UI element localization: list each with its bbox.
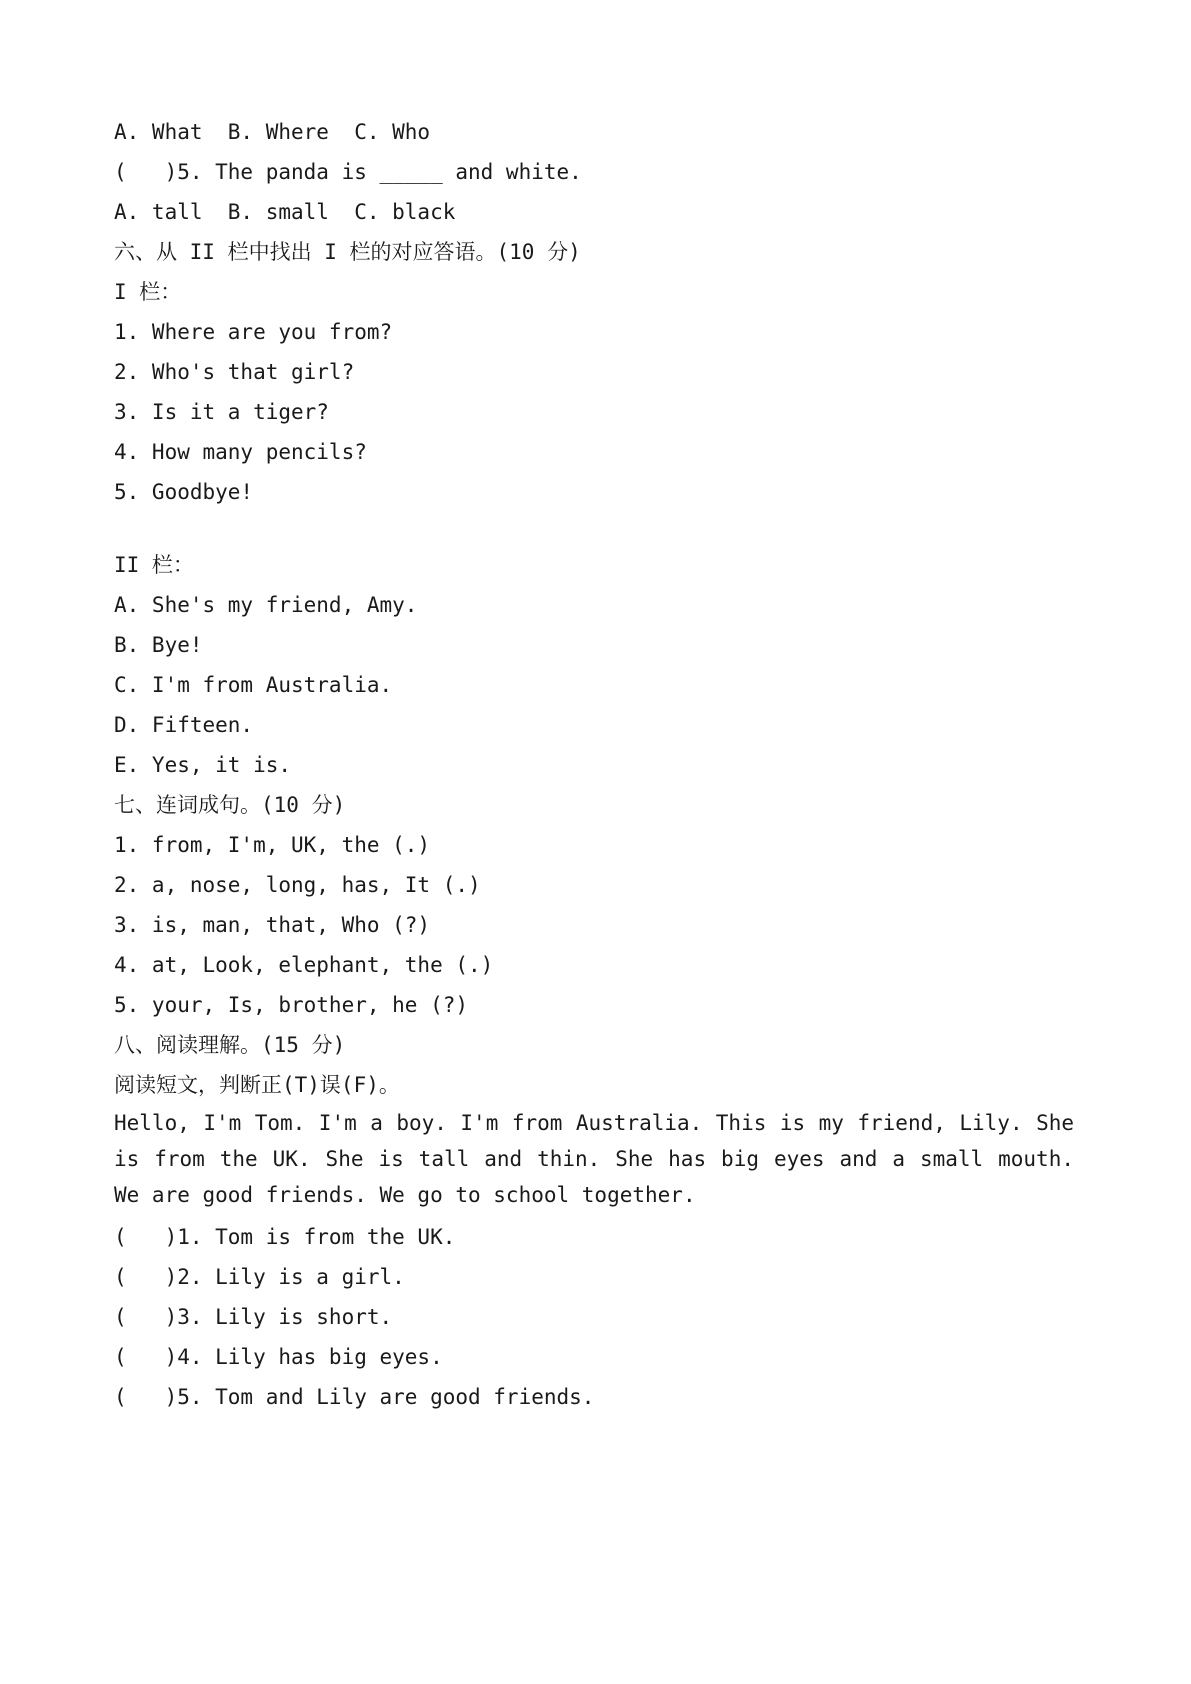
column1-item: 4. How many pencils? bbox=[114, 440, 367, 464]
reorder-item: 4. at, Look, elephant, the (.) bbox=[114, 953, 494, 977]
q4-options: A. What B. Where C. Who bbox=[114, 120, 431, 144]
true-false-item: ( )5. Tom and Lily are good friends. bbox=[114, 1385, 595, 1409]
section8-heading: 八、阅读理解。(15 分) bbox=[114, 1033, 346, 1057]
column2-item: A. She's my friend, Amy. bbox=[114, 593, 418, 617]
true-false-item: ( )2. Lily is a girl. bbox=[114, 1265, 405, 1289]
reorder-item: 2. a, nose, long, has, It (.) bbox=[114, 873, 481, 897]
true-false-item: ( )1. Tom is from the UK. bbox=[114, 1225, 456, 1249]
column2-item: D. Fifteen. bbox=[114, 713, 254, 737]
true-false-item: ( )4. Lily has big eyes. bbox=[114, 1345, 443, 1369]
column1-item: 2. Who's that girl? bbox=[114, 360, 355, 384]
column1-item: 5. Goodbye! bbox=[114, 480, 254, 504]
q5-stem: ( )5. The panda is _____ and white. bbox=[114, 160, 582, 184]
section7-heading: 七、连词成句。(10 分) bbox=[114, 793, 346, 817]
column2-label: II 栏： bbox=[114, 553, 194, 577]
true-false-item: ( )3. Lily is short. bbox=[114, 1305, 393, 1329]
reorder-item: 1. from, I'm, UK, the (.) bbox=[114, 833, 431, 857]
column1-item: 1. Where are you from? bbox=[114, 320, 393, 344]
blank-gap bbox=[114, 512, 1074, 545]
column1-item: 3. Is it a tiger? bbox=[114, 400, 329, 424]
reading-passage: Hello, I'm Tom. I'm a boy. I'm from Australia. This is my friend, Lily. She is from the UK. She is tall and thin. She has big eyes and a small mouth. We are good friends. We go to school together. bbox=[114, 1111, 1074, 1207]
reorder-item: 3. is, man, that, Who (?) bbox=[114, 913, 431, 937]
column2-item: C. I'm from Australia. bbox=[114, 673, 393, 697]
reading-instruction: 阅读短文，判断正(T)误(F)。 bbox=[114, 1073, 400, 1097]
worksheet-page bbox=[114, 112, 1074, 1417]
column2-item: B. Bye! bbox=[114, 633, 203, 657]
reorder-item: 5. your, Is, brother, he (?) bbox=[114, 993, 469, 1017]
column1-label: I 栏： bbox=[114, 280, 182, 304]
column2-item: E. Yes, it is. bbox=[114, 753, 292, 777]
q5-options: A. tall B. small C. black bbox=[114, 200, 456, 224]
section6-heading: 六、从 II 栏中找出 I 栏的对应答语。(10 分) bbox=[114, 240, 581, 264]
